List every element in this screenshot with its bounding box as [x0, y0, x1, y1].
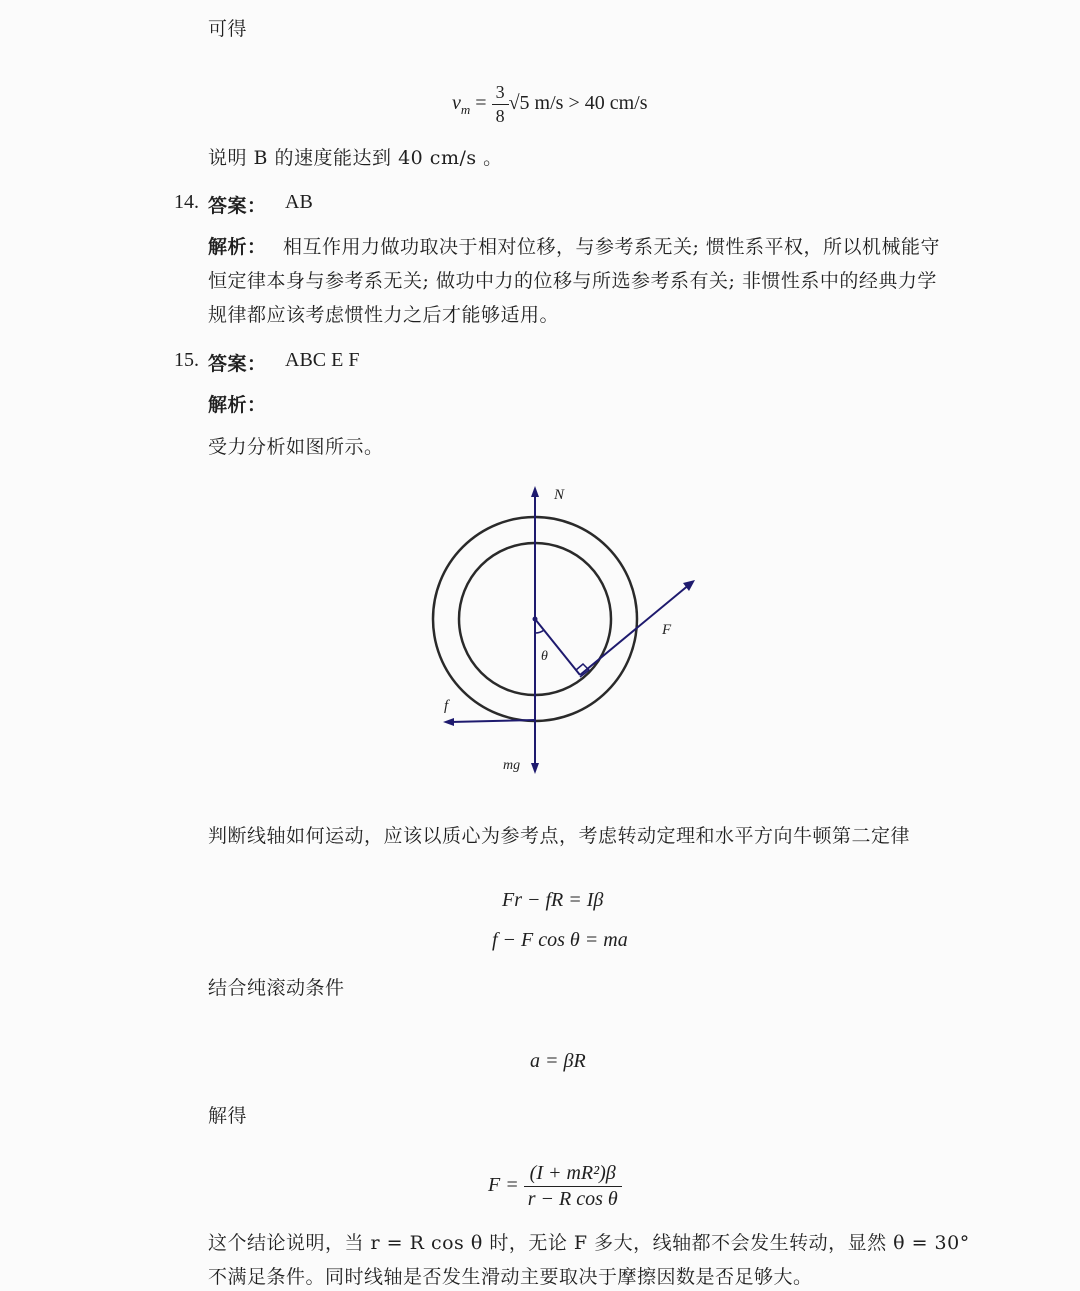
q14-analysis-line3: 规律都应该考虑惯性力之后才能够适用。 [208, 304, 560, 326]
eq-vm-sub: m [460, 102, 471, 118]
eq-vm-den: 8 [495, 106, 505, 126]
eq-vm-lhs: v [452, 92, 461, 115]
n-arrow-head [531, 486, 539, 497]
q15-solve-text: 解得 [208, 1105, 248, 1127]
friction-arrow-head [443, 718, 454, 726]
q14-number: 14. [174, 191, 199, 213]
label-f: f [444, 698, 449, 714]
q15-analysis-label: 解析： [208, 394, 267, 416]
q14-answer: AB [285, 191, 313, 213]
q15-number: 15. [174, 349, 199, 371]
q14-analysis-line1: 相互作用力做功取决于相对位移，与参考系无关; 惯性系平权，所以机械能守 [283, 236, 940, 258]
text-kede: 可得 [208, 18, 248, 40]
q14-answer-label: 答案： [208, 195, 267, 217]
label-mg: mg [503, 758, 521, 773]
eq-vm-rest: m/s > 40 cm/s [529, 92, 648, 115]
label-F: F [662, 622, 672, 638]
q15-answer: ABC E F [285, 349, 360, 371]
force-diagram [420, 478, 720, 778]
equation-2: f − F cos θ = ma [492, 929, 628, 951]
eq-vm-fraction [492, 82, 509, 127]
q15-answer-label: 答案： [208, 353, 267, 375]
radius-line [535, 619, 580, 675]
eq4-fraction [524, 1162, 622, 1211]
label-theta: θ [541, 649, 548, 664]
eq4-num: (I + mR²)β [524, 1162, 622, 1187]
q15-final-line2: 不满足条件。同时线轴是否发生滑动主要取决于摩擦因数是否足够大。 [208, 1266, 813, 1288]
mg-arrow-head [531, 763, 539, 774]
theta-arc [535, 630, 544, 633]
equation-3: a = βR [530, 1050, 586, 1072]
conclusion-13: 说明 B 的速度能达到 40 cm/s 。 [208, 147, 503, 169]
eq4-den: r − R cos θ [527, 1188, 618, 1210]
friction-line [450, 720, 535, 722]
q15-final-line1: 这个结论说明，当 r = R cos θ 时，无论 F 多大，线轴都不会发生转动，显然 θ = 30° [208, 1232, 970, 1254]
equation-4 [488, 1162, 622, 1211]
q15-force-text: 受力分析如图所示。 [208, 436, 384, 458]
q15-rolling-text: 结合纯滚动条件 [208, 977, 345, 999]
equation-vm: $v_m$ = $\frac{3}{8}$ √5 m/s > 40 cm/s [452, 82, 648, 126]
eq-vm-num: 3 [492, 82, 509, 105]
q15-judge-text: 判断线轴如何运动，应该以质心为参考点，考虑转动定理和水平方向牛顿第二定律 [208, 825, 911, 847]
label-N: N [554, 487, 565, 503]
equation-1: Fr − fR = Iβ [502, 889, 604, 911]
eq-vm-root: √5 [508, 92, 530, 115]
eq4-lhs: F = [488, 1174, 519, 1197]
q14-analysis-line2: 恒定律本身与参考系无关; 做功中力的位移与所选参考系有关; 非惯性系中的经典力学 [208, 270, 937, 292]
q14-analysis-label: 解析： [208, 236, 267, 258]
